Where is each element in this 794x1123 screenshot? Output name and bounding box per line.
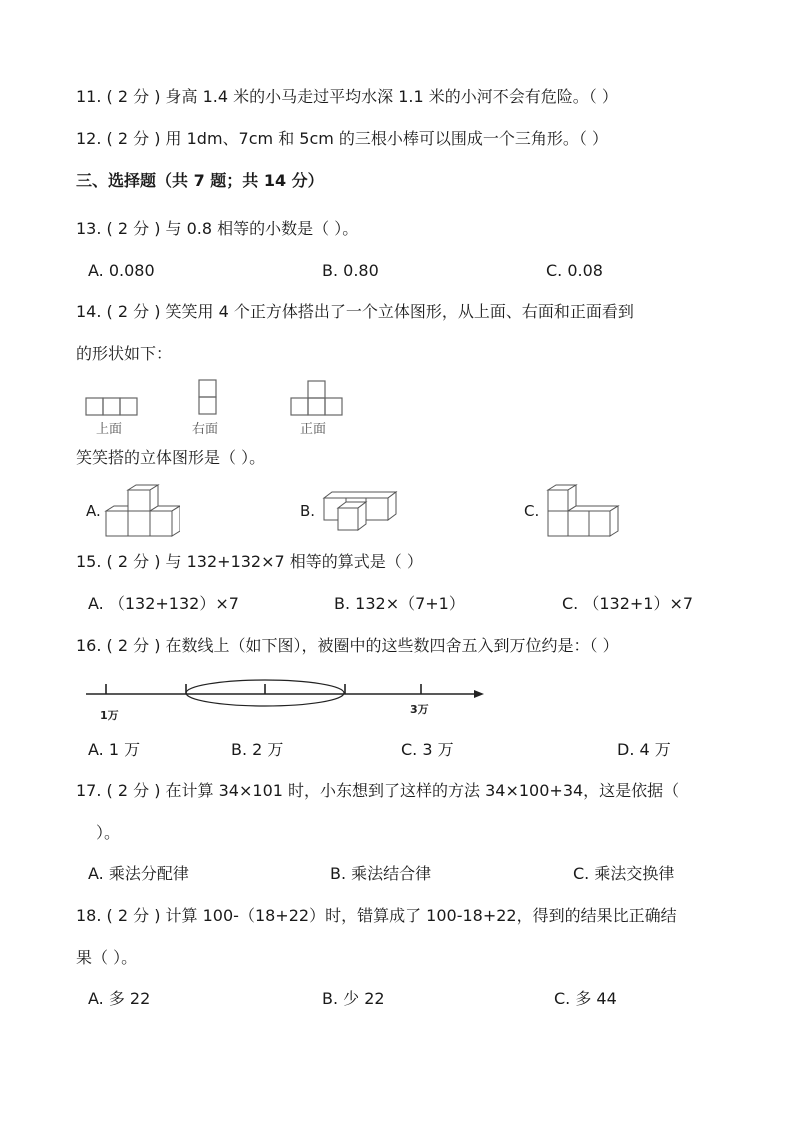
q16-option-a[interactable]: A. 1 万: [88, 740, 141, 759]
front-view-square: [325, 398, 342, 415]
right-view-square: [199, 380, 216, 397]
q16-option-b[interactable]: B. 2 万: [231, 740, 284, 759]
q14-option-a[interactable]: A.: [86, 502, 101, 520]
q15-option-c[interactable]: C. （132+1）×7: [562, 594, 694, 613]
question-14-prompt: 笑笑搭的立体图形是（ ）。: [76, 448, 266, 467]
right-view-square: [199, 397, 216, 414]
q14-option-a-cubes[interactable]: [104, 484, 180, 540]
question-14-line1: 14. ( 2 分 ) 笑笑用 4 个正方体搭出了一个立体图形，从上面、右面和正面看到: [76, 302, 634, 321]
top-view-square: [103, 398, 120, 415]
front-view-square: [308, 398, 325, 415]
q18-option-a[interactable]: A. 多 22: [88, 989, 151, 1008]
q17-option-a[interactable]: A. 乘法分配律: [88, 864, 189, 883]
top-view-square: [120, 398, 137, 415]
view-label-top: 上面: [96, 422, 123, 437]
question-11: 11. ( 2 分 ) 身高 1.4 米的小马走过平均水深 1.1 米的小河不会有危险。（ ）: [76, 87, 618, 106]
q17-option-b[interactable]: B. 乘法结合律: [330, 864, 432, 883]
q13-option-a[interactable]: A. 0.080: [88, 261, 155, 280]
question-18-line1: 18. ( 2 分 ) 计算 100-（18+22）时，错算成了 100-18+22，得到的结果比正确结: [76, 906, 677, 925]
front-view-square: [291, 398, 308, 415]
q18-option-b[interactable]: B. 少 22: [322, 989, 385, 1008]
q14-option-b[interactable]: B.: [300, 502, 316, 520]
question-16: 16. ( 2 分 ) 在数线上（如下图），被圈中的这些数四舍五入到万位约是：（ ）: [76, 636, 619, 655]
q18-option-c[interactable]: C. 多 44: [554, 989, 617, 1008]
q15-option-b[interactable]: B. 132×（7+1）: [334, 594, 465, 613]
three-views-figure: [84, 378, 354, 418]
question-15: 15. ( 2 分 ) 与 132+132×7 相等的算式是（ ）: [76, 552, 423, 571]
q14-option-c-cubes[interactable]: [546, 484, 620, 540]
q14-option-c[interactable]: C.: [524, 502, 540, 520]
question-13: 13. ( 2 分 ) 与 0.8 相等的小数是（ ）。: [76, 219, 359, 238]
number-line-label-1: 1万: [100, 709, 119, 722]
q13-option-c[interactable]: C. 0.08: [546, 261, 603, 280]
number-line-label-3: 3万: [410, 703, 429, 716]
q13-option-b[interactable]: B. 0.80: [322, 261, 379, 280]
q17-option-c[interactable]: C. 乘法交换律: [573, 864, 675, 883]
number-line-arrow: [474, 690, 484, 698]
question-17-line2: ）。: [96, 823, 121, 842]
view-label-right: 右面: [192, 422, 219, 437]
question-18-line2: 果（ ）。: [76, 948, 138, 967]
question-17-line1: 17. ( 2 分 ) 在计算 34×101 时，小东想到了这样的方法 34×100+34，这是依据（: [76, 781, 680, 800]
q15-option-a[interactable]: A. （132+132）×7: [88, 594, 239, 613]
q16-option-d[interactable]: D. 4 万: [617, 740, 671, 759]
section-title: 三、选择题（共 7 题；共 14 分）: [76, 171, 324, 190]
q16-option-c[interactable]: C. 3 万: [401, 740, 454, 759]
q14-option-b-cubes[interactable]: [322, 490, 400, 534]
top-view-square: [86, 398, 103, 415]
front-view-square: [308, 381, 325, 398]
question-12: 12. ( 2 分 ) 用 1dm、7cm 和 5cm 的三根小棒可以围成一个三角形。（ ）: [76, 129, 609, 148]
question-14-line2: 的形状如下：: [76, 344, 173, 363]
view-label-front: 正面: [300, 422, 327, 437]
